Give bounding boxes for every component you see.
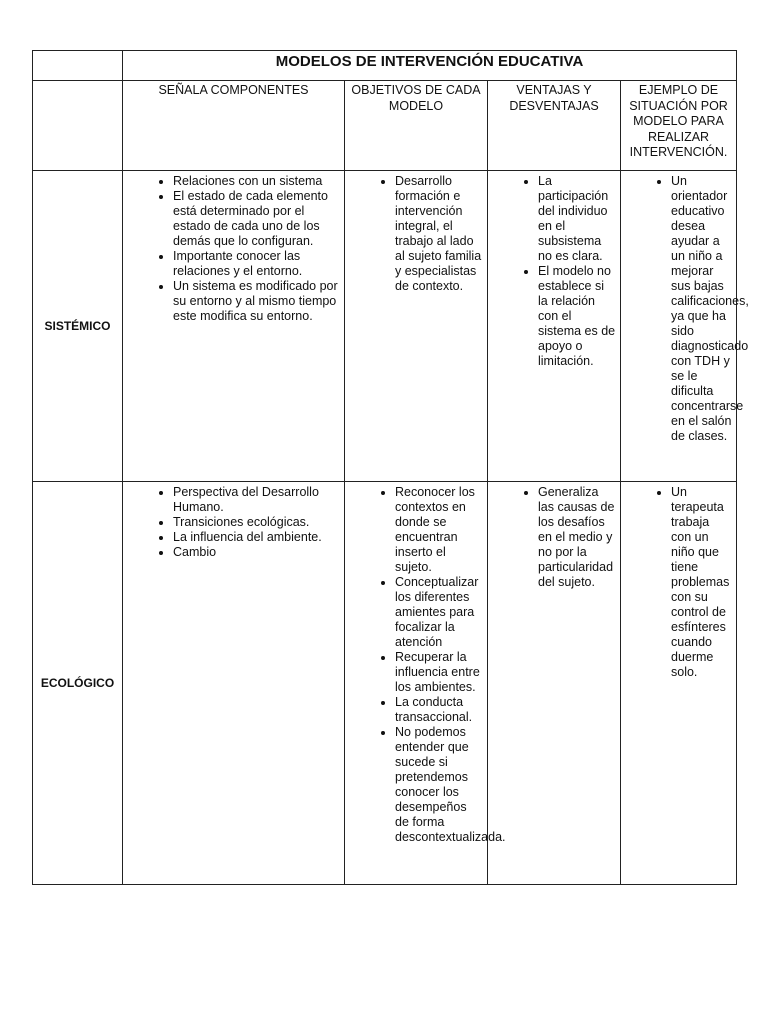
- list-item: • El modelo no establece si la relación con el sistema es de apoyo o limitación.: [538, 264, 616, 369]
- ventajas-list: [488, 482, 620, 592]
- header-ventajas: VENTAJAS Y DESVENTAJAS: [488, 81, 621, 171]
- objetivos-list: [345, 482, 506, 847]
- list-item: • Un sistema es modificado por su entorno y al mismo tiempo este modifica su entorno.: [173, 279, 340, 324]
- list-item: • Transiciones ecológicas.: [173, 515, 340, 530]
- list-item: • La conducta transaccional.: [395, 695, 483, 725]
- row-label: SISTÉMICO: [33, 171, 123, 482]
- objetivos-cell: [345, 482, 506, 885]
- objetivos-cell: [345, 171, 488, 482]
- list-item: • No podemos entender que sucede si pretendemos conocer los desempeños de forma descontextualizada.: [395, 725, 483, 845]
- list-item: • Desarrollo formación e intervención integral, el trabajo al lado al sujeto familia y especialistas de contexto.: [395, 174, 483, 294]
- row-label: ECOLÓGICO: [33, 482, 123, 885]
- ejemplo-list: [621, 171, 749, 446]
- list-item: • Generaliza las causas de los desafíos en el medio y no por la particularidad del sujeto.: [538, 485, 616, 590]
- table-title: MODELOS DE INTERVENCIÓN EDUCATIVA: [123, 51, 737, 81]
- header-row: [33, 81, 737, 171]
- list-item: • Cambio: [173, 545, 340, 560]
- componentes-cell: [123, 171, 345, 482]
- componentes-list: [123, 482, 344, 562]
- objetivos-list: [345, 171, 487, 296]
- list-item: • Un terapeuta trabaja con un niño que tiene problemas con su control de esfínteres cuando duerme solo.: [671, 485, 732, 680]
- list-item: • Importante conocer las relaciones y el entorno.: [173, 249, 340, 279]
- ventajas-cell: [488, 171, 621, 482]
- header-componentes: SEÑALA COMPONENTES: [123, 81, 345, 171]
- ejemplo-list: [621, 482, 736, 682]
- list-item: • Un orientador educativo desea ayudar a un niño a mejorar sus bajas calificaciones, ya que ha sido diagnosticado con TDH y se le dificulta concentrarse en el salón de clases.: [671, 174, 732, 444]
- list-item: • La influencia del ambiente.: [173, 530, 340, 545]
- list-item: • Relaciones con un sistema: [173, 174, 340, 189]
- models-table: [32, 50, 749, 885]
- list-item: • Perspectiva del Desarrollo Humano.: [173, 485, 340, 515]
- ejemplo-cell: [621, 482, 737, 885]
- header-corner-cell: [33, 81, 123, 171]
- table-row: [33, 171, 737, 482]
- ventajas-list: [488, 171, 620, 371]
- ventajas-cell: [488, 482, 621, 885]
- header-objetivos: OBJETIVOS DE CADA MODELO: [345, 81, 488, 171]
- list-item: • La participación del individuo en el subsistema no es clara.: [538, 174, 616, 264]
- list-item: • Conceptualizar los diferentes amientes para focalizar la atención: [395, 575, 483, 650]
- ejemplo-cell: [621, 171, 749, 482]
- list-item: • El estado de cada elemento está determinado por el estado de cada uno de los demás que lo configuran.: [173, 189, 340, 249]
- title-row: [33, 51, 737, 81]
- componentes-cell: [123, 482, 345, 885]
- table-row: [33, 482, 737, 885]
- list-item: • Recuperar la influencia entre los ambientes.: [395, 650, 483, 695]
- componentes-list: [123, 171, 344, 326]
- header-ejemplo: EJEMPLO DE SITUACIÓN POR MODELO PARA REALIZAR INTERVENCIÓN.: [621, 81, 737, 171]
- list-item: • Reconocer los contextos en donde se encuentran inserto el sujeto.: [395, 485, 483, 575]
- corner-cell: [33, 51, 123, 81]
